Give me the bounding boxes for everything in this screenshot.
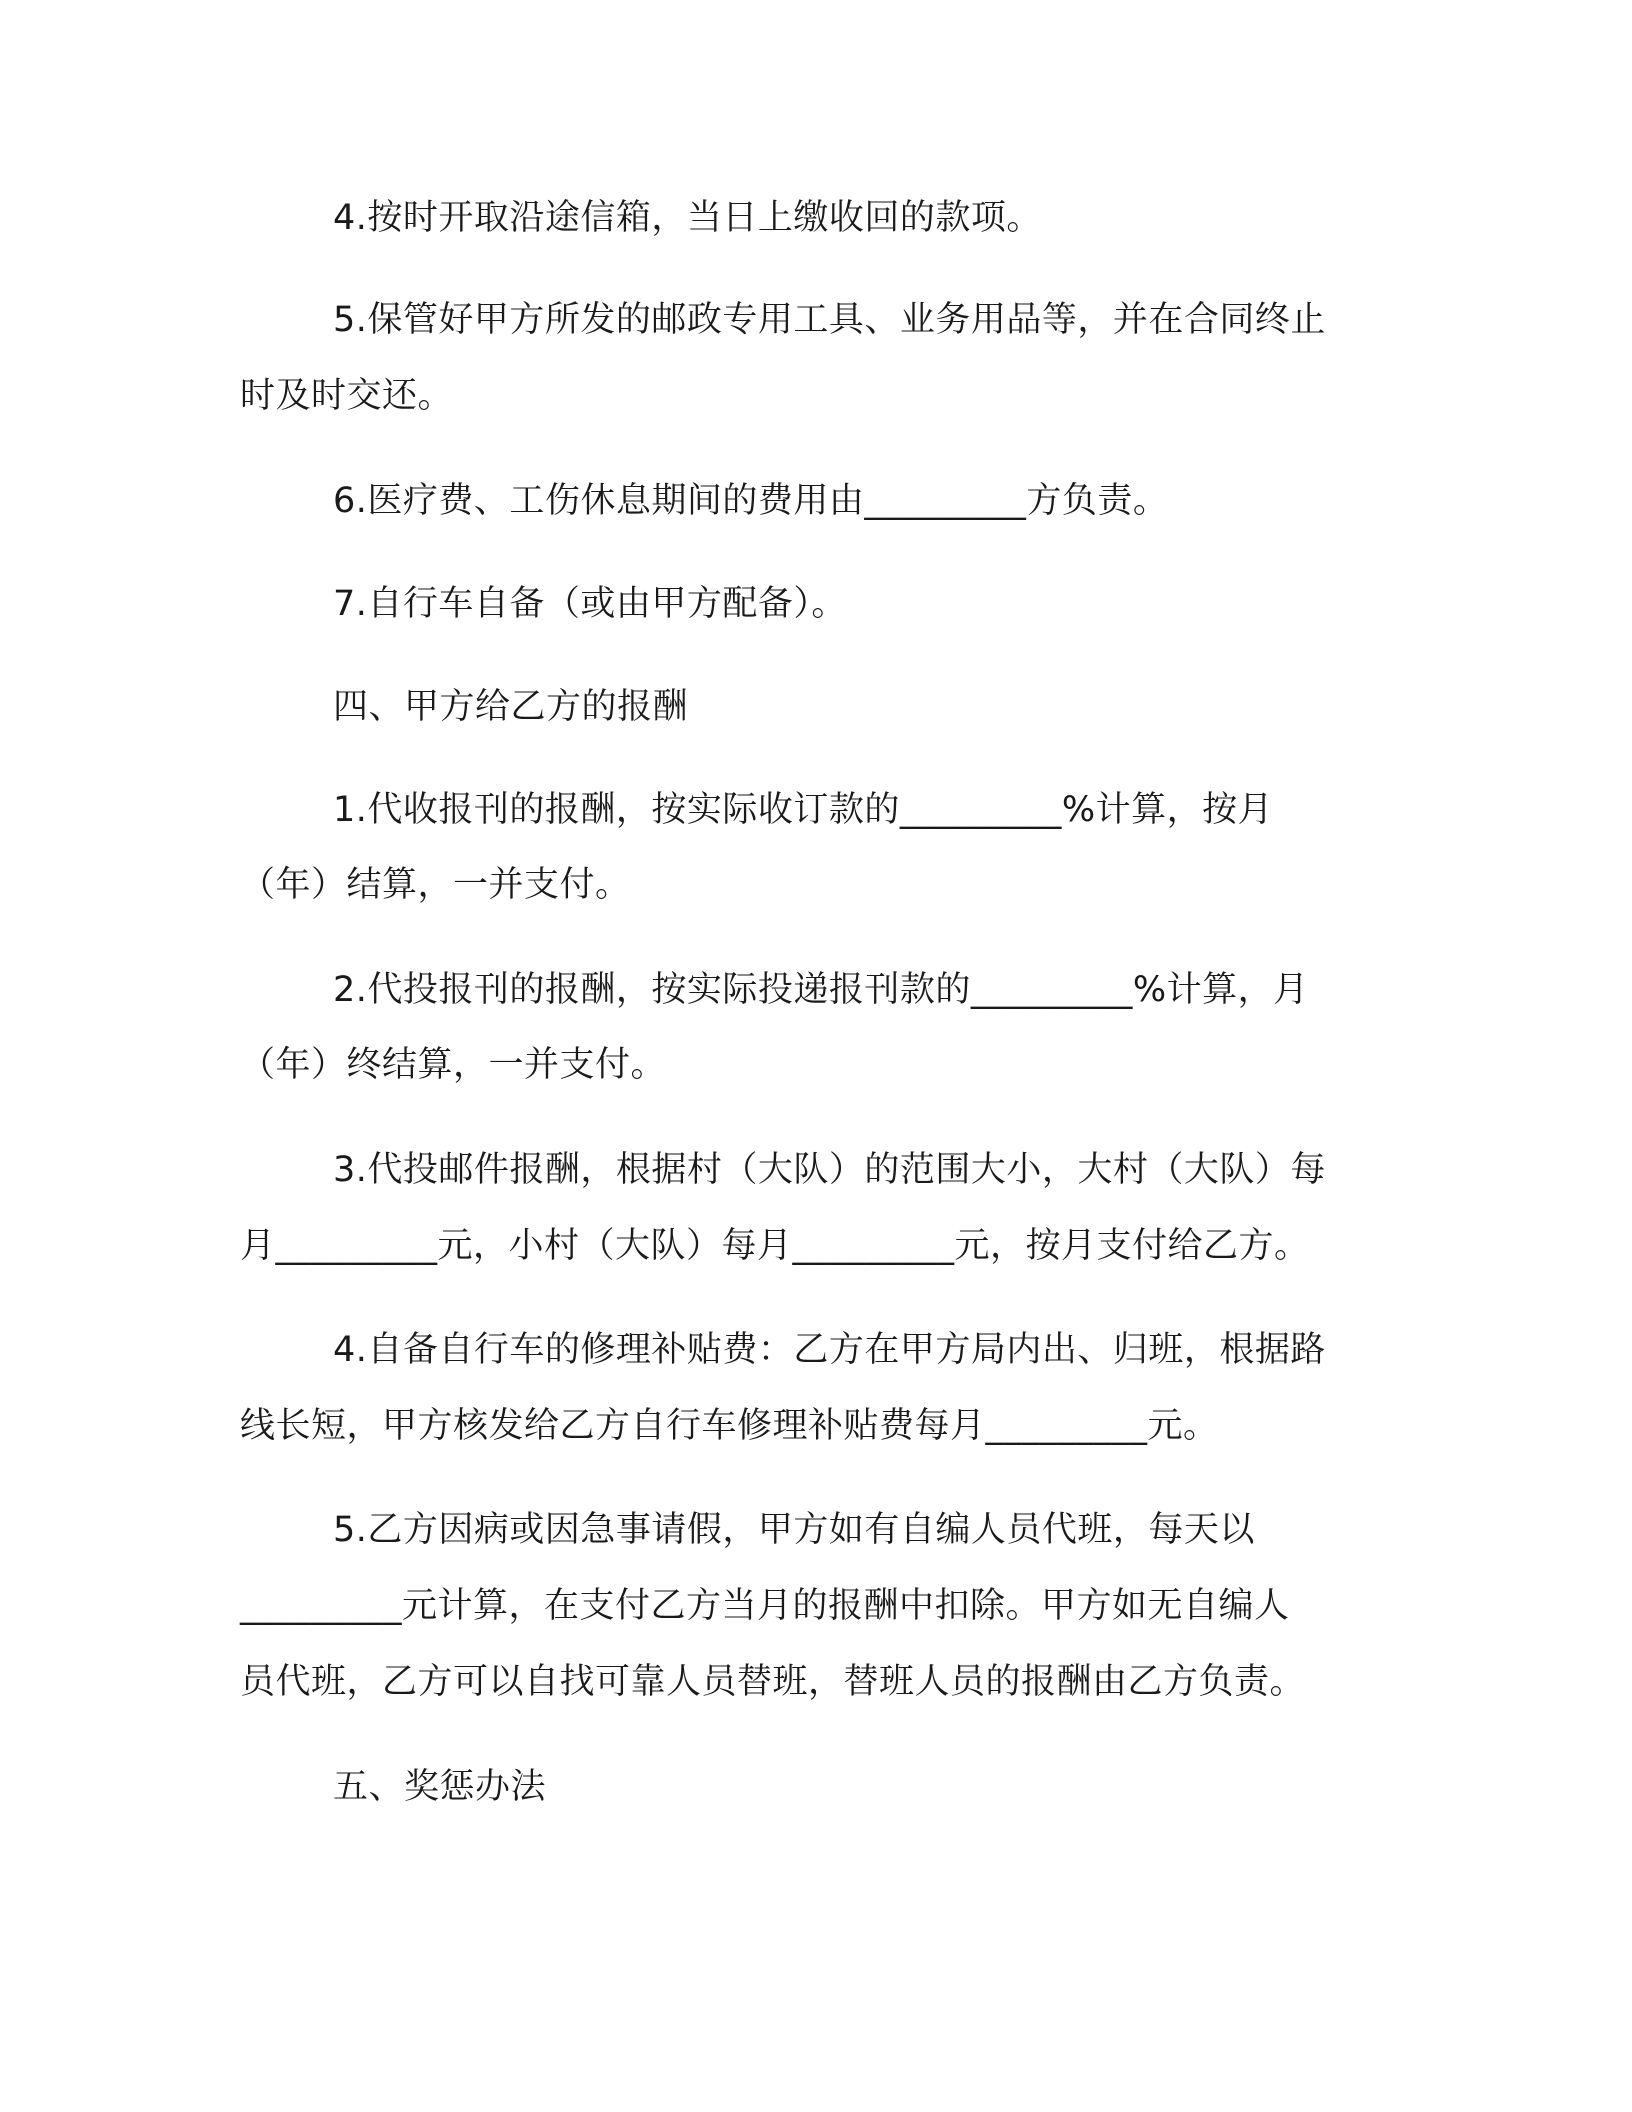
clause-4-1-text-line1: 1.代收报刊的报酬，按实际收订款的_________%计算，按月 (333, 790, 1274, 830)
clause-4-3-text-line2: 月_________元，小村（大队）每月_________元，按月支付给乙方。 (240, 1226, 1310, 1266)
clause-3-5-text-line2: 时及时交还。 (240, 376, 454, 416)
clause-4-3-text-line1: 3.代投邮件报酬，根据村（大队）的范围大小，大村（大队）每 (333, 1150, 1326, 1190)
clause-3-4-text: 4.按时开取沿途信箱，当日上缴收回的款项。 (333, 198, 1042, 238)
clause-4-5-text-line3: 员代班，乙方可以自找可靠人员替班，替班人员的报酬由乙方负责。 (240, 1662, 1306, 1702)
clause-4-5-text-line2: _________元计算，在支付乙方当月的报酬中扣除。甲方如无自编人 (240, 1586, 1290, 1626)
clause-4-4-text-line1: 4.自备自行车的修理补贴费：乙方在甲方局内出、归班，根据路 (333, 1330, 1326, 1370)
clause-3-5-text-line1: 5.保管好甲方所发的邮政专用工具、业务用品等，并在合同终止 (333, 300, 1326, 340)
clause-3-6-text: 6.医疗费、工伤休息期间的费用由_________方负责。 (333, 481, 1169, 521)
clause-3-7-text: 7.自行车自备（或由甲方配备）。 (333, 584, 847, 624)
clause-4-5-text-line1: 5.乙方因病或因急事请假，甲方如有自编人员代班，每天以 (333, 1510, 1255, 1550)
clause-4-2-text-line1: 2.代投报刊的报酬，按实际投递报刊款的_________%计算，月 (333, 970, 1309, 1010)
clause-4-1-text-line2: （年）结算，一并支付。 (240, 865, 631, 905)
section-4-heading: 四、甲方给乙方的报酬 (333, 687, 689, 727)
section-5-heading: 五、奖惩办法 (333, 1767, 547, 1807)
clause-4-2-text-line2: （年）终结算，一并支付。 (240, 1045, 667, 1085)
clause-4-4-text-line2: 线长短，甲方核发给乙方自行车修理补贴费每月_________元。 (240, 1406, 1219, 1446)
